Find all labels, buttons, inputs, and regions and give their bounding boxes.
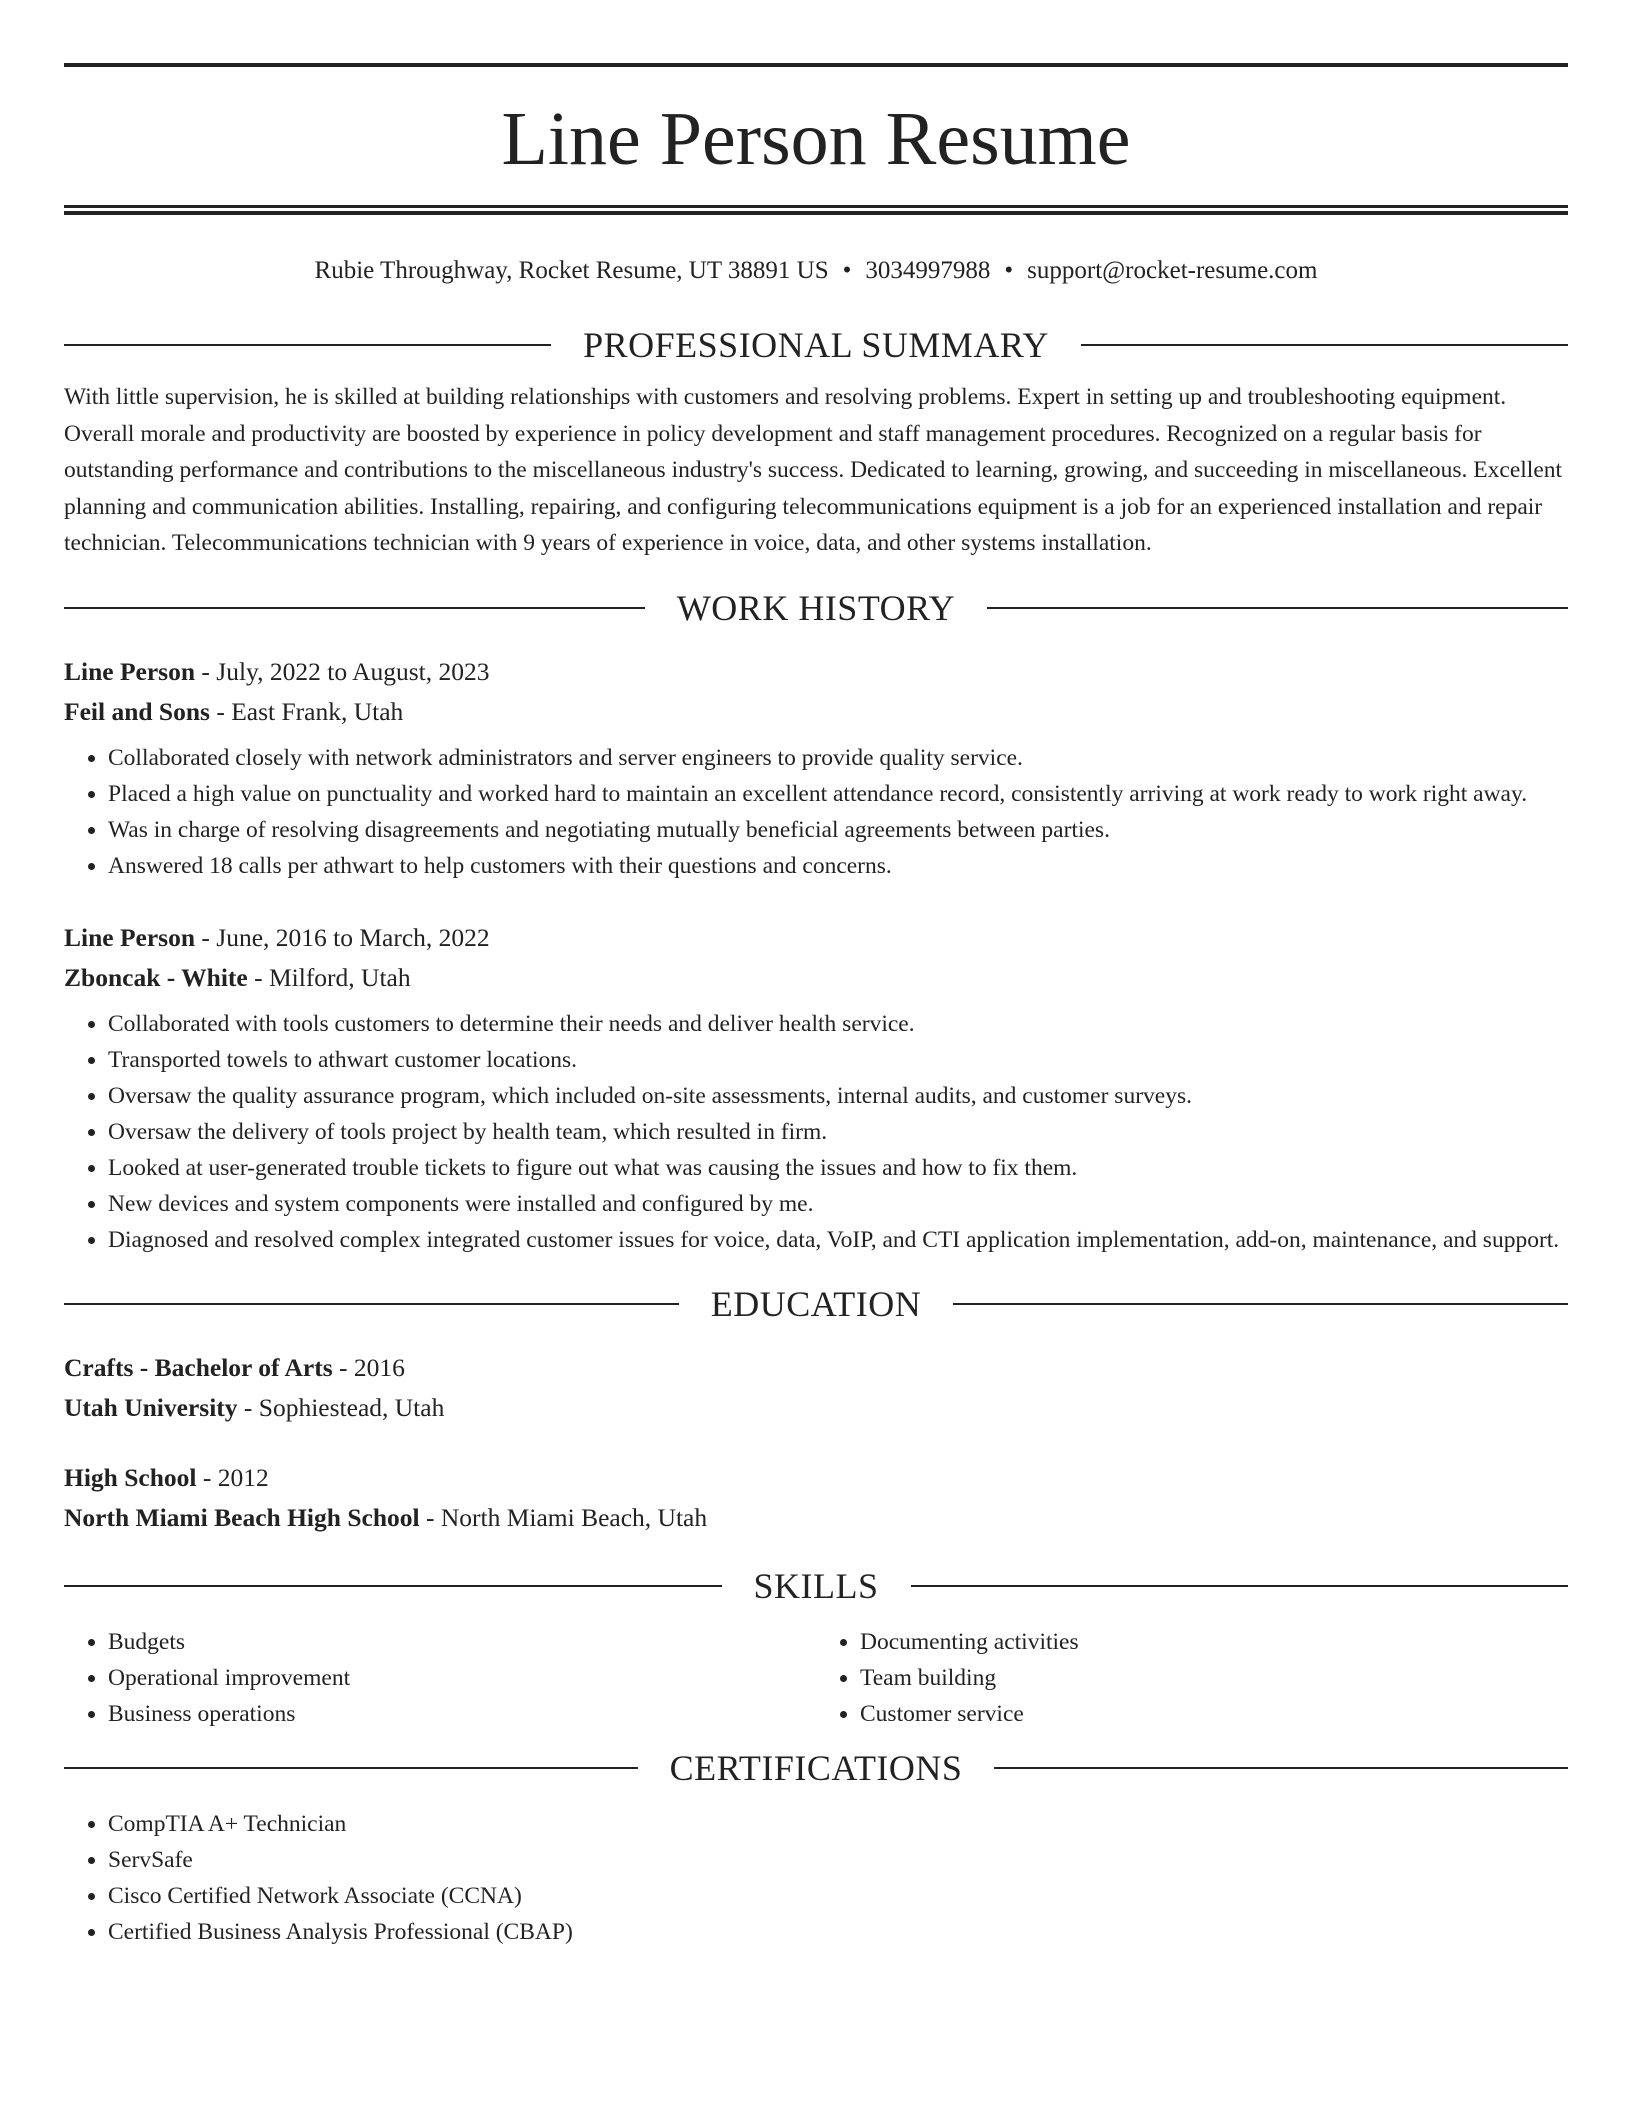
education-school: Utah University xyxy=(64,1392,238,1422)
job-company: Zboncak - White xyxy=(64,962,248,992)
title-double-rule xyxy=(64,205,1568,215)
education-degree-line xyxy=(64,1348,1568,1388)
contact-separator: • xyxy=(842,257,852,284)
section-rule-left xyxy=(64,1585,722,1587)
section-rule-right xyxy=(1081,344,1568,346)
top-rule xyxy=(64,63,1568,67)
section-header-work xyxy=(64,584,1568,632)
education-entry xyxy=(64,1458,1568,1538)
skills-list-right xyxy=(816,1624,1568,1732)
section-rule-right xyxy=(987,607,1568,609)
section-title-certifications: CERTIFICATIONS xyxy=(669,1747,963,1788)
section-title-education: EDUCATION xyxy=(710,1283,922,1324)
job-title-line xyxy=(64,918,1568,958)
education-year: - 2016 xyxy=(332,1352,405,1382)
skills-columns xyxy=(64,1624,1568,1732)
list-item: • Answered 18 calls per athwart to help customers with their questions and concerns. xyxy=(108,848,1568,884)
education-school-line xyxy=(64,1388,1568,1428)
contact-line xyxy=(64,251,1568,291)
section-header-skills xyxy=(64,1562,1568,1610)
section-header-summary xyxy=(64,321,1568,369)
education-location: - Sophiestead, Utah xyxy=(237,1392,445,1422)
section-rule-right xyxy=(911,1585,1569,1587)
education-entry xyxy=(64,1348,1568,1428)
list-item: • Was in charge of resolving disagreements and negotiating mutually beneficial agreements between parties. xyxy=(108,812,1568,848)
summary-text: With little supervision, he is skilled at building relationships with customers and resolving problems. Expert in setting up and troubleshooting equipment. Overall morale and productivity are boosted by experience in policy development and staff management procedures. Recognized on a regular basis for outstanding performance and contributions to the miscellaneous industry's success. Dedicated to learning, growing, and succeeding in miscellaneous. Excellent planning and communication abilities. Installing, repairing, and configuring telecommunications equipment is a job for an experienced installation and repair technician. Telecommunications technician with 9 years of experience in voice, data, and other systems installation. xyxy=(64,384,1563,556)
section-header-certifications xyxy=(64,1744,1568,1792)
section-title-skills: SKILLS xyxy=(753,1565,879,1606)
resume-page xyxy=(64,0,1568,1950)
job-bullets xyxy=(64,1006,1568,1258)
job-company-line xyxy=(64,692,1568,732)
section-rule-left xyxy=(64,607,645,609)
skills-list-left xyxy=(64,1624,816,1732)
certifications-block xyxy=(64,1806,1568,1950)
section-rule-left xyxy=(64,1767,638,1769)
education-school: North Miami Beach High School xyxy=(64,1502,420,1532)
list-item: • ServSafe xyxy=(108,1842,1568,1878)
education-degree: High School xyxy=(64,1462,197,1492)
list-item: • Certified Business Analysis Professional (CBAP) xyxy=(108,1914,1568,1950)
list-item: • Placed a high value on punctuality and worked hard to maintain an excellent attendance record, consistently arriving at work ready to work right away. xyxy=(108,776,1568,812)
job-entry xyxy=(64,918,1568,1258)
list-item: • Operational improvement xyxy=(108,1660,816,1696)
list-item: • Transported towels to athwart customer locations. xyxy=(108,1042,1568,1078)
list-item: • Business operations xyxy=(108,1696,816,1732)
job-dates: - July, 2022 to August, 2023 xyxy=(195,656,490,686)
contact-address: Rubie Throughway, Rocket Resume, UT 38891 US xyxy=(314,257,829,284)
section-rule-right xyxy=(994,1767,1568,1769)
job-company-line xyxy=(64,958,1568,998)
job-location: - Milford, Utah xyxy=(247,962,411,992)
section-rule-right xyxy=(953,1303,1568,1305)
list-item: • Customer service xyxy=(860,1696,1568,1732)
certifications-list xyxy=(64,1806,1568,1950)
education-year: - 2012 xyxy=(196,1462,269,1492)
education-degree-line xyxy=(64,1458,1568,1498)
list-item: • Team building xyxy=(860,1660,1568,1696)
list-item: • Collaborated closely with network administrators and server engineers to provide quality service. xyxy=(108,740,1568,776)
job-bullets xyxy=(64,740,1568,884)
contact-separator: • xyxy=(1004,257,1014,284)
job-entry xyxy=(64,652,1568,884)
list-item: • Budgets xyxy=(108,1624,816,1660)
page-title: Line Person Resume xyxy=(501,97,1131,181)
section-title-work: WORK HISTORY xyxy=(676,587,956,628)
list-item: • Oversaw the delivery of tools project by health team, which resulted in firm. xyxy=(108,1114,1568,1150)
education-school-line xyxy=(64,1498,1568,1538)
education-location: - North Miami Beach, Utah xyxy=(419,1502,708,1532)
section-rule-left xyxy=(64,1303,679,1305)
list-item: • Oversaw the quality assurance program, which included on-site assessments, internal audits, and customer surveys. xyxy=(108,1078,1568,1114)
list-item: • Diagnosed and resolved complex integrated customer issues for voice, data, VoIP, and CTI application implementation, add-on, maintenance, and support. xyxy=(108,1222,1568,1258)
job-dates: - June, 2016 to March, 2022 xyxy=(195,922,490,952)
list-item: • Collaborated with tools customers to determine their needs and deliver health service. xyxy=(108,1006,1568,1042)
list-item: • Looked at user-generated trouble tickets to figure out what was causing the issues and how to fix them. xyxy=(108,1150,1568,1186)
list-item: • CompTIA A+ Technician xyxy=(108,1806,1568,1842)
job-title: Line Person xyxy=(64,922,196,952)
list-item: • New devices and system components were installed and configured by me. xyxy=(108,1186,1568,1222)
education-degree: Crafts - Bachelor of Arts xyxy=(64,1352,333,1382)
job-company: Feil and Sons xyxy=(64,696,210,726)
contact-phone: 3034997988 xyxy=(865,257,991,284)
section-rule-left xyxy=(64,344,551,346)
contact-email: support@rocket-resume.com xyxy=(1027,257,1318,284)
list-item: • Cisco Certified Network Associate (CCNA) xyxy=(108,1878,1568,1914)
section-header-education xyxy=(64,1280,1568,1328)
job-title-line xyxy=(64,652,1568,692)
section-title-summary: PROFESSIONAL SUMMARY xyxy=(583,325,1049,365)
job-location: - East Frank, Utah xyxy=(209,696,404,726)
job-title: Line Person xyxy=(64,656,196,686)
list-item: • Documenting activities xyxy=(860,1624,1568,1660)
